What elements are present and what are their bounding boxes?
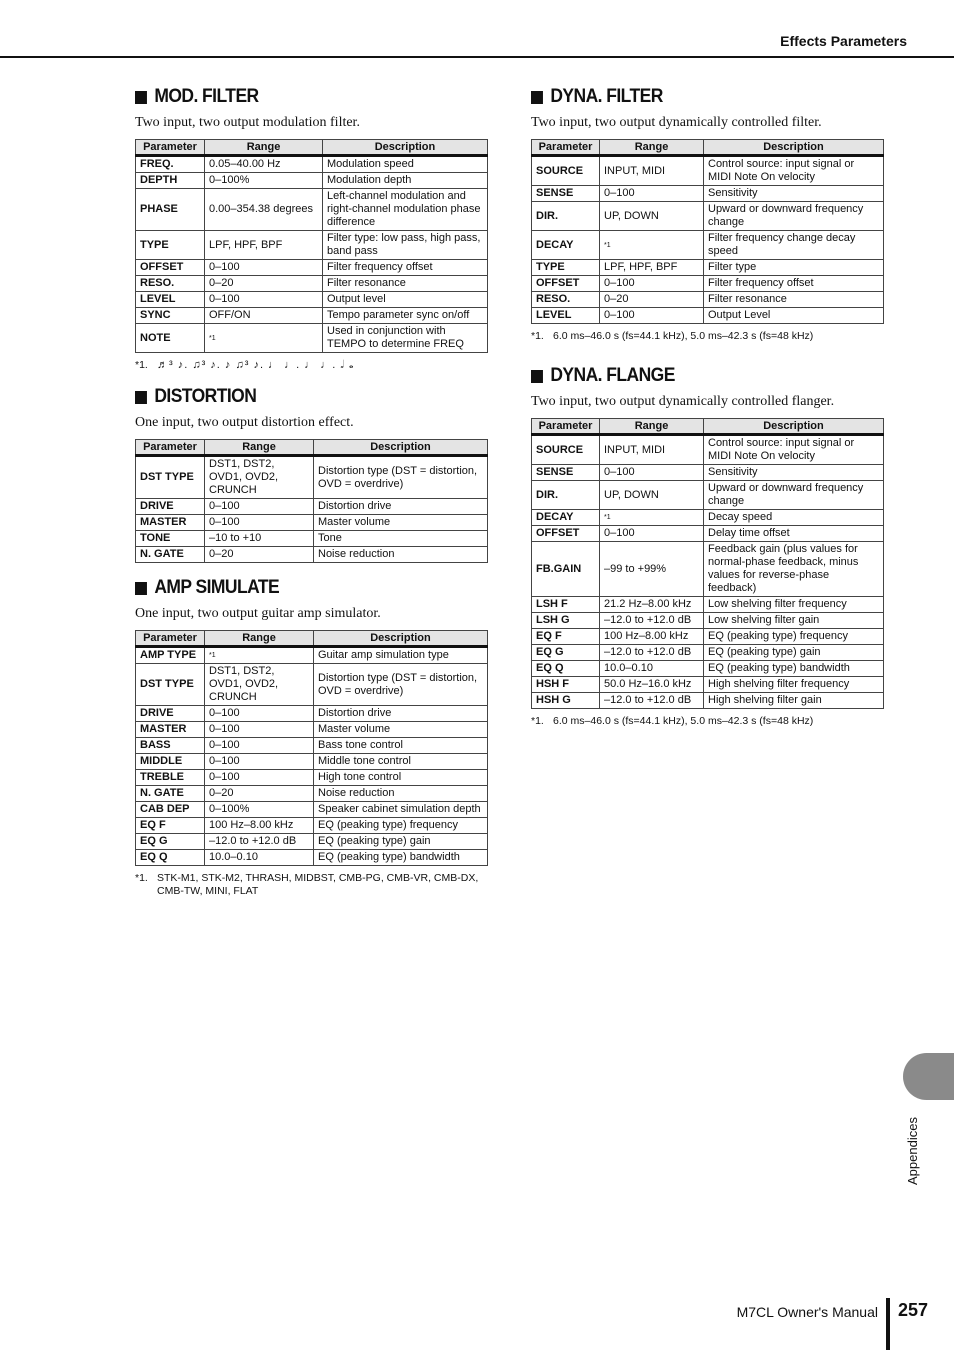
- section-description: Two input, two output dynamically controlled filter.: [531, 115, 822, 130]
- column-header: Parameter: [136, 140, 205, 156]
- range-cell: 10.0–0.10: [600, 661, 704, 677]
- range-cell: LPF, HPF, BPF: [600, 260, 704, 276]
- table-row: [532, 693, 884, 709]
- section-distortion: [135, 386, 487, 563]
- table-row: [136, 260, 488, 276]
- section-title: DYNA. FLANGE: [550, 365, 675, 386]
- range-cell: 0–100: [205, 738, 314, 754]
- table-row: [136, 308, 488, 324]
- range-cell: [600, 231, 704, 260]
- param-cell: LEVEL: [136, 292, 205, 308]
- table-row: [532, 231, 884, 260]
- table-row: [136, 802, 488, 818]
- desc-cell: EQ (peaking type) gain: [704, 645, 884, 661]
- param-cell: DST TYPE: [136, 664, 205, 706]
- desc-cell: Filter resonance: [323, 276, 488, 292]
- desc-cell: Speaker cabinet simulation depth: [314, 802, 488, 818]
- range-cell: 10.0–0.10: [205, 850, 314, 866]
- param-cell: SENSE: [532, 186, 600, 202]
- table-row: [532, 510, 884, 526]
- range-cell: 0–100: [205, 754, 314, 770]
- column-header: Description: [704, 140, 884, 156]
- range-cell: DST1, DST2, OVD1, OVD2, CRUNCH: [205, 456, 314, 499]
- table-row: [532, 677, 884, 693]
- range-cell: –12.0 to +12.0 dB: [600, 693, 704, 709]
- desc-cell: Master volume: [314, 722, 488, 738]
- desc-cell: Filter frequency change decay speed: [704, 231, 884, 260]
- table-row: [532, 661, 884, 677]
- param-cell: EQ G: [532, 645, 600, 661]
- desc-cell: Tone: [314, 531, 488, 547]
- desc-cell: Low shelving filter gain: [704, 613, 884, 629]
- desc-cell: Low shelving filter frequency: [704, 597, 884, 613]
- section-square-icon: [135, 391, 147, 404]
- param-cell: EQ F: [532, 629, 600, 645]
- range-cell: 0–100: [600, 276, 704, 292]
- range-cell: [600, 510, 704, 526]
- range-cell: 0–100: [600, 526, 704, 542]
- range-cell: 0–100: [600, 308, 704, 324]
- range-cell: 0–100: [205, 499, 314, 515]
- desc-cell: Filter resonance: [704, 292, 884, 308]
- range-cell: 0–100: [600, 186, 704, 202]
- footnote: [531, 715, 883, 728]
- desc-cell: EQ (peaking type) frequency: [314, 818, 488, 834]
- desc-cell: High tone control: [314, 770, 488, 786]
- desc-cell: High shelving filter frequency: [704, 677, 884, 693]
- range-cell: LPF, HPF, BPF: [205, 231, 323, 260]
- footnote: [135, 872, 487, 898]
- desc-cell: Master volume: [314, 515, 488, 531]
- range-cell: 0–100: [205, 722, 314, 738]
- range-cell: 100 Hz–8.00 kHz: [600, 629, 704, 645]
- desc-cell: High shelving filter gain: [704, 693, 884, 709]
- desc-cell: EQ (peaking type) frequency: [704, 629, 884, 645]
- footnote-text: 6.0 ms–46.0 s (fs=44.1 kHz), 5.0 ms–42.3 s (fs=48 kHz): [553, 715, 814, 727]
- desc-cell: EQ (peaking type) gain: [314, 834, 488, 850]
- column-header: Parameter: [136, 631, 205, 647]
- desc-cell: Upward or downward frequency change: [704, 202, 884, 231]
- section-title: DISTORTION: [154, 386, 257, 407]
- column-header: Range: [205, 140, 323, 156]
- footnote-mark: *1.: [531, 715, 544, 727]
- param-cell: DRIVE: [136, 499, 205, 515]
- range-cell: 0–100%: [205, 802, 314, 818]
- table-row: [532, 292, 884, 308]
- header-rule: [0, 56, 954, 58]
- range-cell: 0–100: [205, 292, 323, 308]
- table-row: [136, 754, 488, 770]
- param-cell: TREBLE: [136, 770, 205, 786]
- footnote-text: STK-M1, STK-M2, THRASH, MIDBST, CMB-PG, CMB-VR, CMB-DX, CMB-TW, MINI, FLAT: [157, 872, 479, 897]
- table-row: [532, 481, 884, 510]
- param-cell: MASTER: [136, 515, 205, 531]
- param-cell: DECAY: [532, 231, 600, 260]
- range-cell: UP, DOWN: [600, 202, 704, 231]
- desc-cell: Modulation depth: [323, 173, 488, 189]
- param-cell: MIDDLE: [136, 754, 205, 770]
- param-cell: OFFSET: [532, 276, 600, 292]
- section-description: Two input, two output dynamically controlled flanger.: [531, 394, 835, 409]
- table-row: [136, 647, 488, 664]
- table-header-row: [532, 140, 884, 156]
- range-cell: INPUT, MIDI: [600, 435, 704, 465]
- column-header: Description: [314, 440, 488, 456]
- range-cell: 0–20: [205, 547, 314, 563]
- desc-cell: Bass tone control: [314, 738, 488, 754]
- table-row: [136, 786, 488, 802]
- header-title: Effects Parameters: [780, 33, 907, 49]
- section-square-icon: [135, 582, 147, 595]
- table-row: [532, 597, 884, 613]
- param-cell: CAB DEP: [136, 802, 205, 818]
- column-header: Parameter: [136, 440, 205, 456]
- param-cell: EQ F: [136, 818, 205, 834]
- table-row: [136, 499, 488, 515]
- table-row: [136, 156, 488, 173]
- footer-manual-title: M7CL Owner's Manual: [736, 1304, 878, 1320]
- footer-bar: [886, 1298, 890, 1350]
- range-cell: 100 Hz–8.00 kHz: [205, 818, 314, 834]
- table-row: [136, 738, 488, 754]
- page-number: 257: [898, 1300, 929, 1320]
- range-cell: 0–100: [205, 706, 314, 722]
- table-row: [136, 818, 488, 834]
- param-table: [135, 139, 488, 353]
- table-row: [532, 542, 884, 597]
- desc-cell: Left-channel modulation and right-channel modulation phase difference: [323, 189, 488, 231]
- range-cell: 0–20: [205, 786, 314, 802]
- desc-cell: Output level: [323, 292, 488, 308]
- range-cell: 0.05–40.00 Hz: [205, 156, 323, 173]
- table-row: [136, 664, 488, 706]
- desc-cell: Feedback gain (plus values for normal-phase feedback, minus values for reverse-phase feedback): [704, 542, 884, 597]
- param-cell: FB.GAIN: [532, 542, 600, 597]
- desc-cell: EQ (peaking type) bandwidth: [314, 850, 488, 866]
- table-row: [532, 308, 884, 324]
- range-cell: 0–100: [205, 770, 314, 786]
- range-cell: 21.2 Hz–8.00 kHz: [600, 597, 704, 613]
- desc-cell: Output Level: [704, 308, 884, 324]
- param-cell: LSH G: [532, 613, 600, 629]
- param-cell: SOURCE: [532, 435, 600, 465]
- table-row: [136, 547, 488, 563]
- table-row: [532, 629, 884, 645]
- table-row: [532, 202, 884, 231]
- footnote-mark: *1.: [135, 872, 148, 884]
- table-row: [136, 722, 488, 738]
- table-row: [136, 531, 488, 547]
- range-cell: –12.0 to +12.0 dB: [600, 645, 704, 661]
- column-header: Description: [323, 140, 488, 156]
- param-cell: TONE: [136, 531, 205, 547]
- range-cell: OFF/ON: [205, 308, 323, 324]
- range-cell: [205, 324, 323, 353]
- table-row: [136, 292, 488, 308]
- param-cell: DEPTH: [136, 173, 205, 189]
- range-cell: INPUT, MIDI: [600, 156, 704, 186]
- section-title: MOD. FILTER: [154, 86, 259, 107]
- range-cell: –12.0 to +12.0 dB: [600, 613, 704, 629]
- table-row: [136, 850, 488, 866]
- param-cell: LSH F: [532, 597, 600, 613]
- table-header-row: [532, 419, 884, 435]
- left-column: [135, 86, 487, 912]
- param-cell: N. GATE: [136, 786, 205, 802]
- column-header: Range: [600, 140, 704, 156]
- table-row: [136, 706, 488, 722]
- param-cell: RESO.: [136, 276, 205, 292]
- desc-cell: Upward or downward frequency change: [704, 481, 884, 510]
- desc-cell: Distortion drive: [314, 499, 488, 515]
- table-row: [532, 260, 884, 276]
- param-table: [135, 630, 488, 866]
- desc-cell: Control source: input signal or MIDI Note On velocity: [704, 156, 884, 186]
- table-row: [532, 156, 884, 186]
- section-description: Two input, two output modulation filter.: [135, 115, 360, 130]
- section-mod-filter: [135, 86, 487, 372]
- table-row: [532, 186, 884, 202]
- footnote: [531, 330, 883, 343]
- table-row: [136, 173, 488, 189]
- footnote-ref: *1: [604, 514, 611, 521]
- param-cell: SOURCE: [532, 156, 600, 186]
- table-row: [532, 526, 884, 542]
- column-header: Range: [205, 440, 314, 456]
- param-cell: SYNC: [136, 308, 205, 324]
- range-cell: 0–100%: [205, 173, 323, 189]
- table-row: [532, 645, 884, 661]
- table-row: [136, 324, 488, 353]
- param-cell: AMP TYPE: [136, 647, 205, 664]
- right-column: [531, 86, 883, 742]
- table-row: [532, 613, 884, 629]
- range-cell: –99 to +99%: [600, 542, 704, 597]
- note-symbols: ♬³ ♪. ♫³ ♪. ♪ ♫³ ♪. ♩ ♩. ♩ ♩. 𝅗𝅥 𝅝: [157, 359, 355, 371]
- footnote-mark: *1.: [531, 330, 544, 342]
- range-cell: 50.0 Hz–16.0 kHz: [600, 677, 704, 693]
- appendices-tab[interactable]: [903, 1053, 954, 1100]
- table-row: [136, 189, 488, 231]
- desc-cell: Distortion drive: [314, 706, 488, 722]
- param-cell: NOTE: [136, 324, 205, 353]
- range-cell: 0–100: [205, 515, 314, 531]
- table-row: [136, 770, 488, 786]
- param-cell: EQ G: [136, 834, 205, 850]
- desc-cell: Delay time offset: [704, 526, 884, 542]
- table-header-row: [136, 140, 488, 156]
- column-header: Range: [600, 419, 704, 435]
- range-cell: –12.0 to +12.0 dB: [205, 834, 314, 850]
- column-header: Range: [205, 631, 314, 647]
- table-row: [136, 456, 488, 499]
- param-cell: PHASE: [136, 189, 205, 231]
- table-row: [532, 435, 884, 465]
- param-table: [135, 439, 488, 563]
- param-cell: OFFSET: [532, 526, 600, 542]
- desc-cell: Filter type: [704, 260, 884, 276]
- desc-cell: Noise reduction: [314, 547, 488, 563]
- desc-cell: Distortion type (DST = distortion, OVD = overdrive): [314, 664, 488, 706]
- desc-cell: Filter frequency offset: [323, 260, 488, 276]
- desc-cell: Distortion type (DST = distortion, OVD = overdrive): [314, 456, 488, 499]
- param-cell: DST TYPE: [136, 456, 205, 499]
- column-header: Parameter: [532, 140, 600, 156]
- table-row: [136, 276, 488, 292]
- desc-cell: Middle tone control: [314, 754, 488, 770]
- param-cell: DRIVE: [136, 706, 205, 722]
- desc-cell: Guitar amp simulation type: [314, 647, 488, 664]
- desc-cell: Modulation speed: [323, 156, 488, 173]
- table-header-row: [136, 440, 488, 456]
- desc-cell: Tempo parameter sync on/off: [323, 308, 488, 324]
- param-cell: LEVEL: [532, 308, 600, 324]
- table-row: [136, 515, 488, 531]
- param-cell: EQ Q: [532, 661, 600, 677]
- desc-cell: Filter type: low pass, high pass, band pass: [323, 231, 488, 260]
- section-square-icon: [135, 91, 147, 104]
- table-header-row: [136, 631, 488, 647]
- section-dyna-filter: [531, 86, 883, 343]
- section-description: One input, two output distortion effect.: [135, 415, 354, 430]
- table-row: [532, 465, 884, 481]
- range-cell: 0.00–354.38 degrees: [205, 189, 323, 231]
- range-cell: DST1, DST2, OVD1, OVD2, CRUNCH: [205, 664, 314, 706]
- param-cell: SENSE: [532, 465, 600, 481]
- param-cell: FREQ.: [136, 156, 205, 173]
- table-row: [136, 834, 488, 850]
- param-cell: N. GATE: [136, 547, 205, 563]
- footnote-ref: *1: [209, 334, 216, 342]
- desc-cell: Sensitivity: [704, 186, 884, 202]
- section-square-icon: [531, 91, 543, 104]
- desc-cell: Used in conjunction with TEMPO to determine FREQ: [323, 324, 488, 353]
- range-cell: 0–100: [600, 465, 704, 481]
- desc-cell: Filter frequency offset: [704, 276, 884, 292]
- range-cell: [205, 647, 314, 664]
- param-cell: DECAY: [532, 510, 600, 526]
- section-square-icon: [531, 370, 543, 383]
- param-cell: HSH G: [532, 693, 600, 709]
- footnote: [135, 359, 487, 372]
- desc-cell: EQ (peaking type) bandwidth: [704, 661, 884, 677]
- footnote-ref: *1: [209, 652, 216, 659]
- footnote-text: 6.0 ms–46.0 s (fs=44.1 kHz), 5.0 ms–42.3 s (fs=48 kHz): [553, 330, 814, 342]
- section-dyna-flange: [531, 365, 883, 728]
- param-cell: TYPE: [136, 231, 205, 260]
- range-cell: 0–100: [205, 260, 323, 276]
- footnote-mark: *1.: [135, 359, 148, 371]
- param-cell: BASS: [136, 738, 205, 754]
- param-cell: OFFSET: [136, 260, 205, 276]
- param-cell: EQ Q: [136, 850, 205, 866]
- section-amp-simulate: [135, 577, 487, 898]
- section-title: DYNA. FILTER: [550, 86, 663, 107]
- param-cell: HSH F: [532, 677, 600, 693]
- desc-cell: Noise reduction: [314, 786, 488, 802]
- param-table: [531, 139, 884, 324]
- range-cell: UP, DOWN: [600, 481, 704, 510]
- column-header: Parameter: [532, 419, 600, 435]
- column-header: Description: [704, 419, 884, 435]
- param-cell: MASTER: [136, 722, 205, 738]
- range-cell: 0–20: [205, 276, 323, 292]
- param-cell: RESO.: [532, 292, 600, 308]
- desc-cell: Decay speed: [704, 510, 884, 526]
- footnote-ref: *1: [604, 241, 611, 249]
- section-description: One input, two output guitar amp simulator.: [135, 606, 381, 621]
- range-cell: –10 to +10: [205, 531, 314, 547]
- column-header: Description: [314, 631, 488, 647]
- section-title: AMP SIMULATE: [154, 577, 280, 598]
- table-row: [532, 276, 884, 292]
- param-cell: DIR.: [532, 202, 600, 231]
- param-cell: TYPE: [532, 260, 600, 276]
- desc-cell: Sensitivity: [704, 465, 884, 481]
- param-table: [531, 418, 884, 709]
- table-row: [136, 231, 488, 260]
- desc-cell: Control source: input signal or MIDI Note On velocity: [704, 435, 884, 465]
- appendices-label: Appendices: [905, 1117, 920, 1185]
- param-cell: DIR.: [532, 481, 600, 510]
- range-cell: 0–20: [600, 292, 704, 308]
